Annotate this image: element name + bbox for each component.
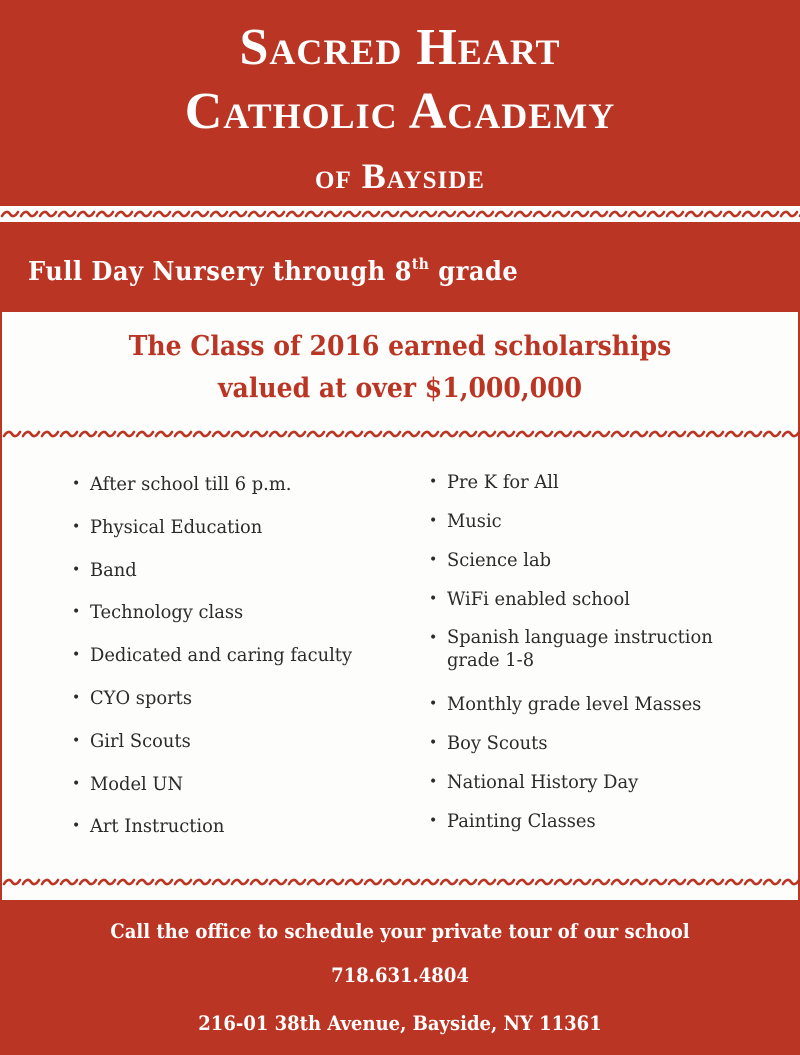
feature-label: Girl Scouts bbox=[90, 729, 191, 752]
feature-item bbox=[72, 472, 369, 515]
content-panel bbox=[0, 312, 800, 900]
feature-label: Boy Scouts bbox=[447, 732, 548, 754]
feature-item bbox=[72, 600, 369, 643]
phone-number[interactable]: 718.631.4804 bbox=[331, 963, 469, 987]
feature-label: Technology class bbox=[90, 601, 244, 624]
wave-stroke bbox=[4, 432, 798, 436]
feature-item bbox=[72, 814, 369, 857]
feature-label: • Spanish language instruction grade 1-8 bbox=[447, 626, 713, 671]
features-list-right bbox=[429, 470, 767, 848]
feature-label: Science lab bbox=[447, 549, 552, 571]
wavy-divider-icon bbox=[2, 874, 798, 890]
school-address: 216-01 38th Avenue, Bayside, NY 11361 bbox=[198, 1011, 602, 1035]
feature-item bbox=[429, 770, 767, 809]
school-name-line-2: Catholic Academy bbox=[184, 83, 616, 140]
wavy-divider-icon bbox=[0, 206, 800, 222]
feature-item bbox=[429, 809, 767, 848]
wave-stroke bbox=[4, 880, 798, 884]
feature-label: Band bbox=[90, 558, 137, 581]
wave-stroke bbox=[2, 212, 800, 216]
feature-item bbox=[429, 470, 767, 509]
feature-item bbox=[429, 587, 767, 626]
feature-item bbox=[72, 515, 369, 558]
feature-label: Music bbox=[447, 510, 502, 532]
feature-item bbox=[429, 626, 767, 692]
wavy-divider-icon bbox=[0, 206, 800, 222]
wavy-divider-icon bbox=[2, 426, 798, 442]
school-name-line-1: Sacred Heart bbox=[239, 19, 561, 76]
feature-label: Monthly grade level Masses bbox=[447, 693, 702, 715]
feature-label: Model UN bbox=[90, 772, 184, 795]
feature-item bbox=[429, 731, 767, 770]
feature-label: Physical Education bbox=[90, 515, 263, 538]
feature-label: After school till 6 p.m. bbox=[90, 473, 292, 495]
feature-item bbox=[72, 729, 369, 772]
wavy-divider-icon bbox=[2, 426, 798, 442]
feature-item bbox=[429, 692, 767, 731]
grades-text-end: grade bbox=[429, 257, 519, 287]
school-location: of Bayside bbox=[315, 156, 485, 196]
feature-label: Art Instruction bbox=[90, 815, 225, 838]
feature-item bbox=[72, 643, 369, 686]
wavy-divider-icon bbox=[2, 874, 798, 890]
scholarship-line-1: The Class of 2016 earned scholarships bbox=[128, 331, 672, 362]
feature-item bbox=[72, 686, 369, 729]
tour-call-to-action: Call the office to schedule your private tour of our school bbox=[110, 919, 690, 943]
scholarship-line-2: valued at over $1,000,000 bbox=[217, 373, 583, 404]
feature-label: Dedicated and caring faculty bbox=[90, 644, 353, 667]
feature-label: Pre K for All bbox=[447, 471, 559, 493]
feature-item bbox=[429, 509, 767, 548]
feature-label: WiFi enabled school bbox=[447, 588, 630, 610]
feature-item bbox=[72, 772, 369, 815]
grades-text-main: Full Day Nursery through 8 bbox=[28, 257, 412, 287]
feature-label: National History Day bbox=[447, 771, 639, 793]
header bbox=[0, 0, 800, 206]
grades-text bbox=[28, 254, 772, 290]
grades-superscript: th bbox=[411, 255, 430, 273]
features-list-left bbox=[72, 472, 369, 857]
feature-label: CYO sports bbox=[90, 686, 193, 709]
footer bbox=[0, 900, 800, 1055]
feature-item bbox=[429, 548, 767, 587]
feature-item bbox=[72, 558, 369, 601]
feature-label: Painting Classes bbox=[447, 810, 596, 832]
